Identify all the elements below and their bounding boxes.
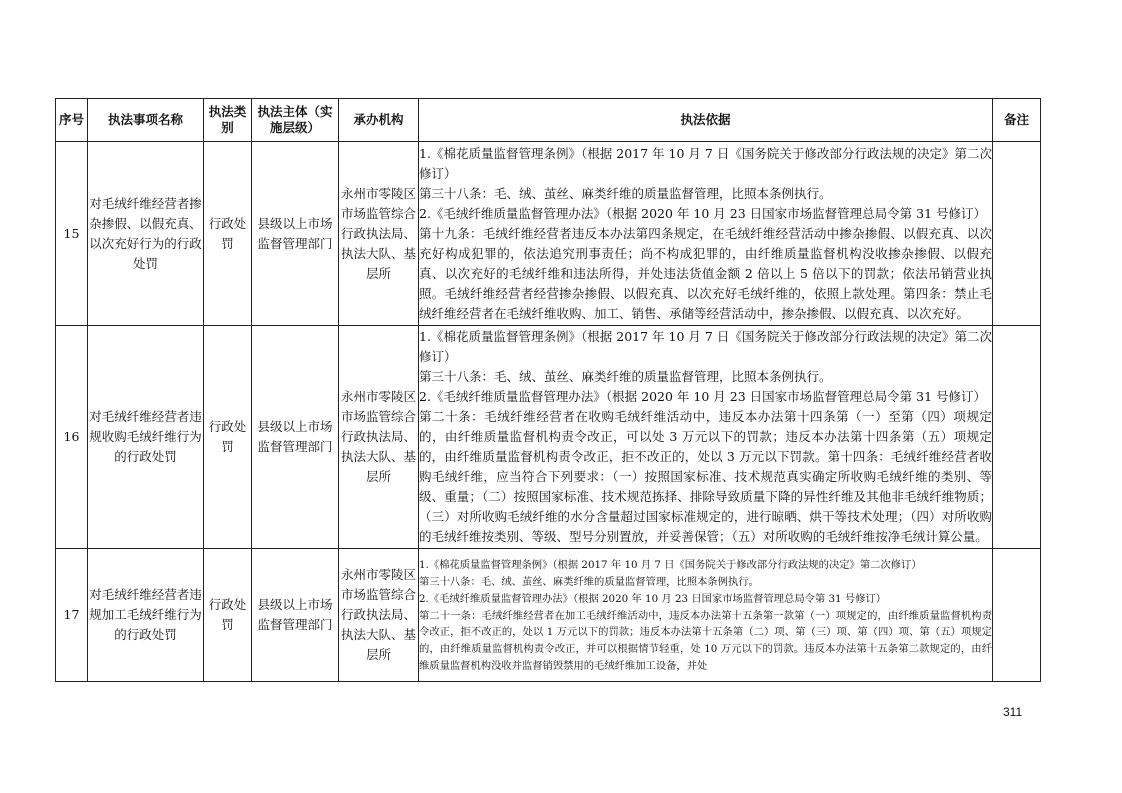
table-header-row bbox=[56, 99, 1041, 142]
row-remark bbox=[993, 549, 1041, 682]
table-row bbox=[56, 142, 1041, 326]
row-basis bbox=[419, 549, 993, 682]
header-org: 承办机构 bbox=[339, 99, 419, 142]
basis-line: 2.《毛绒纤维质量监督管理办法》（根据 2020 年 10 月 23 日国家市场监督管理总局令第 31 号修订） bbox=[419, 592, 887, 605]
row-basis bbox=[419, 326, 993, 549]
row-item-name: 对毛绒纤维经营者违规加工毛绒纤维行为的行政处罚 bbox=[88, 549, 204, 682]
basis-line: 1.《棉花质量监督管理条例》（根据 2017 年 10 月 7 日《国务院关于修改部分行政法规的决定》第二次修订） bbox=[419, 559, 922, 572]
row-subject: 县级以上市场监督管理部门 bbox=[252, 326, 339, 549]
basis-line: 第十九条：毛绒纤维经营者违反本办法第四条规定，在毛绒纤维经营活动中掺杂掺假、以假充真、以次充好构成犯罪的，依法追究刑事责任；尚不构成犯罪的，由纤维质量监督机构没收掺杂掺假、以假充真、以次充好的毛绒纤维和违法所得，并处违法货值金额 2 倍以上 5 倍以下的罚款；依法吊销营业执照。毛绒纤维经营者经营掺杂掺假、以假充真、以次充好毛绒纤维的，依照上款处理。第四条：禁止毛绒纤维经营者在毛绒纤维收购、加工、销售、承储等经营活动中，掺杂掺假、以假充真、以次充好。 bbox=[419, 225, 992, 321]
table-row bbox=[56, 326, 1041, 549]
row-subject: 县级以上市场监督管理部门 bbox=[252, 142, 339, 326]
row-item-name: 对毛绒纤维经营者违规收购毛绒纤维行为的行政处罚 bbox=[88, 326, 204, 549]
row-category: 行政处罚 bbox=[204, 549, 252, 682]
row-item-name: 对毛绒纤维经营者掺杂掺假、以假充真、以次充好行为的行政处罚 bbox=[88, 142, 204, 326]
header-name: 执法事项名称 bbox=[88, 99, 204, 142]
row-no: 16 bbox=[56, 326, 88, 549]
header-remark: 备注 bbox=[993, 99, 1041, 142]
basis-line: 第三十八条：毛、绒、茧丝、麻类纤维的质量监督管理，比照本条例执行。 bbox=[419, 369, 832, 384]
enforcement-table bbox=[55, 98, 1041, 682]
table-row bbox=[56, 549, 1041, 682]
row-subject: 县级以上市场监督管理部门 bbox=[252, 549, 339, 682]
row-category: 行政处罚 bbox=[204, 142, 252, 326]
basis-line: 2.《毛绒纤维质量监督管理办法》（根据 2020 年 10 月 23 日国家市场监督管理总局令第 31 号修订） bbox=[419, 205, 986, 221]
basis-line: 第三十八条：毛、绒、茧丝、麻类纤维的质量监督管理，比照本条例执行。 bbox=[419, 576, 759, 588]
row-no: 15 bbox=[56, 142, 88, 326]
header-no: 序号 bbox=[56, 99, 88, 142]
basis-line: 2.《毛绒纤维质量监督管理办法》（根据 2020 年 10 月 23 日国家市场监督管理总局令第 31 号修订） bbox=[419, 389, 986, 404]
page-number: 311 bbox=[1003, 705, 1023, 719]
basis-line: 第二十条：毛绒纤维经营者在收购毛绒纤维活动中，违反本办法第十四条第（一）至第（四）项规定的，由纤维质量监督机构责令改正，可以处 3 万元以下的罚款；违反本办法第十四条第（五）项规定的，由纤维质量监督机构责令改正，拒不改正的，处以 3 万元以下罚款。第十四条：毛绒纤维经营者收购毛绒纤维，应当符合下列要求：（一）按照国家标准、技术规范真实确定所收购毛绒纤维的类别、等级、重量；（二）按照国家标准、技术规范拣择、排除导致质量下降的异性纤维及其他非毛绒纤维物质；（三）对所收购毛绒纤维的水分含量超过国家标准规定的，进行晾晒、烘干等技术处理；（四）对所收购的毛绒纤维按类别、等级、型号分别置放，并妥善保管；（五）对所收购的毛绒纤维按净毛绒计算公量。 bbox=[419, 409, 992, 544]
header-category: 执法类别 bbox=[204, 99, 252, 142]
row-remark bbox=[993, 326, 1041, 549]
basis-line: 1.《棉花质量监督管理条例》（根据 2017 年 10 月 7 日《国务院关于修改部分行政法规的决定》第二次修订） bbox=[419, 329, 992, 364]
basis-line: 第二十一条：毛绒纤维经营者在加工毛绒纤维活动中，违反本办法第十五条第一款第（一）项规定的，由纤维质量监督机构责令改正，拒不改正的，处以 1 万元以下的罚款；违反本办法第十五条第（二）项、第（三）项、第（四）项、第（五）项规定的，由纤维质量监督机构责令改正，并可以根据情节轻重，处 10 万元以下的罚款。违反本办法第十五条第二款规定的，由纤维质量监督机构没收并监督销毁禁用的毛绒纤维加工设备，并处 bbox=[419, 609, 992, 672]
row-remark bbox=[993, 142, 1041, 326]
row-no: 17 bbox=[56, 549, 88, 682]
row-org: 永州市零陵区市场监管综合行政执法局、执法大队、基层所 bbox=[339, 549, 419, 682]
row-org: 永州市零陵区市场监管综合行政执法局、执法大队、基层所 bbox=[339, 142, 419, 326]
row-basis bbox=[419, 142, 993, 326]
header-basis: 执法依据 bbox=[419, 99, 993, 142]
row-org: 永州市零陵区市场监管综合行政执法局、执法大队、基层所 bbox=[339, 326, 419, 549]
basis-line: 1.《棉花质量监督管理条例》（根据 2017 年 10 月 7 日《国务院关于修改部分行政法规的决定》第二次修订） bbox=[419, 145, 992, 181]
header-subject: 执法主体（实施层级） bbox=[252, 99, 339, 142]
row-category: 行政处罚 bbox=[204, 326, 252, 549]
basis-line: 第三十八条：毛、绒、茧丝、麻类纤维的质量监督管理，比照本条例执行。 bbox=[419, 185, 832, 201]
